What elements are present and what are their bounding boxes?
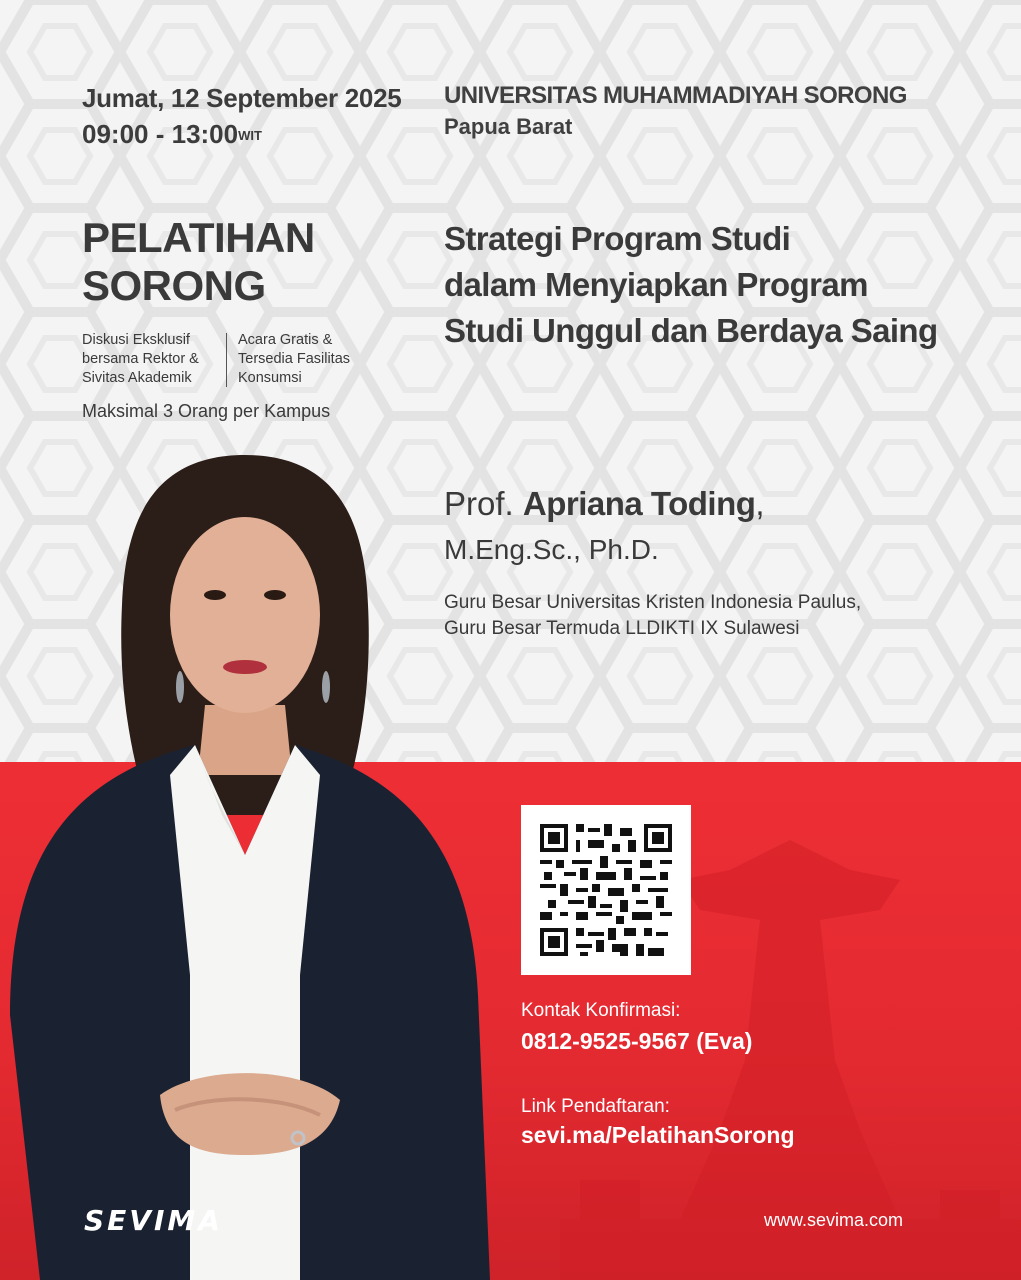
registration-link[interactable]: sevi.ma/PelatihanSorong (521, 1122, 795, 1148)
desc-left-line: Sivitas Akademik (82, 370, 192, 386)
event-date: Jumat, 12 September 2025 (82, 83, 402, 113)
speaker-affiliation (444, 590, 861, 642)
desc-right-line: Konsumsi (238, 370, 302, 386)
event-region: Papua Barat (444, 114, 573, 139)
speaker-portrait (0, 455, 490, 1280)
affiliation-line: Guru Besar Termuda LLDIKTI IX Sulawesi (444, 618, 800, 639)
speaker-comma: , (755, 485, 765, 522)
topic-line: Strategi Program Studi (444, 220, 791, 257)
event-description-right (238, 331, 378, 388)
desc-right-line: Acara Gratis & (238, 332, 333, 348)
desc-left-line: bersama Rektor & (82, 351, 199, 367)
topic-line: Studi Unggul dan Berdaya Saing (444, 312, 938, 349)
topic-line: dalam Menyiapkan Program (444, 266, 868, 303)
event-description-left (82, 331, 222, 388)
event-title (82, 214, 315, 310)
affiliation-line: Guru Besar Universitas Kristen Indonesia Paulus, (444, 592, 862, 613)
event-time (82, 116, 262, 152)
desc-left-line: Diskusi Eksklusif (82, 332, 190, 348)
event-timezone: WIT (238, 128, 262, 143)
max-participants-note: Maksimal 3 Orang per Kampus (82, 401, 331, 421)
qr-code-icon (540, 824, 672, 956)
contact-phone[interactable]: 0812-9525-9567 (Eva) (521, 1028, 753, 1054)
registration-qr-code[interactable] (521, 805, 691, 975)
contact-label: Kontak Konfirmasi: (521, 1000, 681, 1021)
speaker-name (444, 482, 765, 526)
event-title-line1: PELATIHAN (82, 214, 315, 261)
event-time-range: 09:00 - 13:00 (82, 119, 239, 149)
registration-link-label: Link Pendaftaran: (521, 1096, 670, 1117)
speaker-degree: M.Eng.Sc., Ph.D. (444, 534, 659, 565)
topic-title (444, 216, 938, 354)
website-link[interactable]: www.sevima.com (764, 1210, 904, 1230)
description-divider (226, 333, 227, 387)
desc-right-line: Tersedia Fasilitas (238, 351, 351, 367)
speaker-full-name: Apriana Toding (522, 485, 756, 522)
speaker-prefix: Prof. (444, 485, 514, 522)
sevima-logo: SEVIMA (84, 1204, 223, 1237)
event-venue: UNIVERSITAS MUHAMMADIYAH SORONG (444, 82, 907, 109)
event-title-line2: SORONG (82, 262, 266, 309)
